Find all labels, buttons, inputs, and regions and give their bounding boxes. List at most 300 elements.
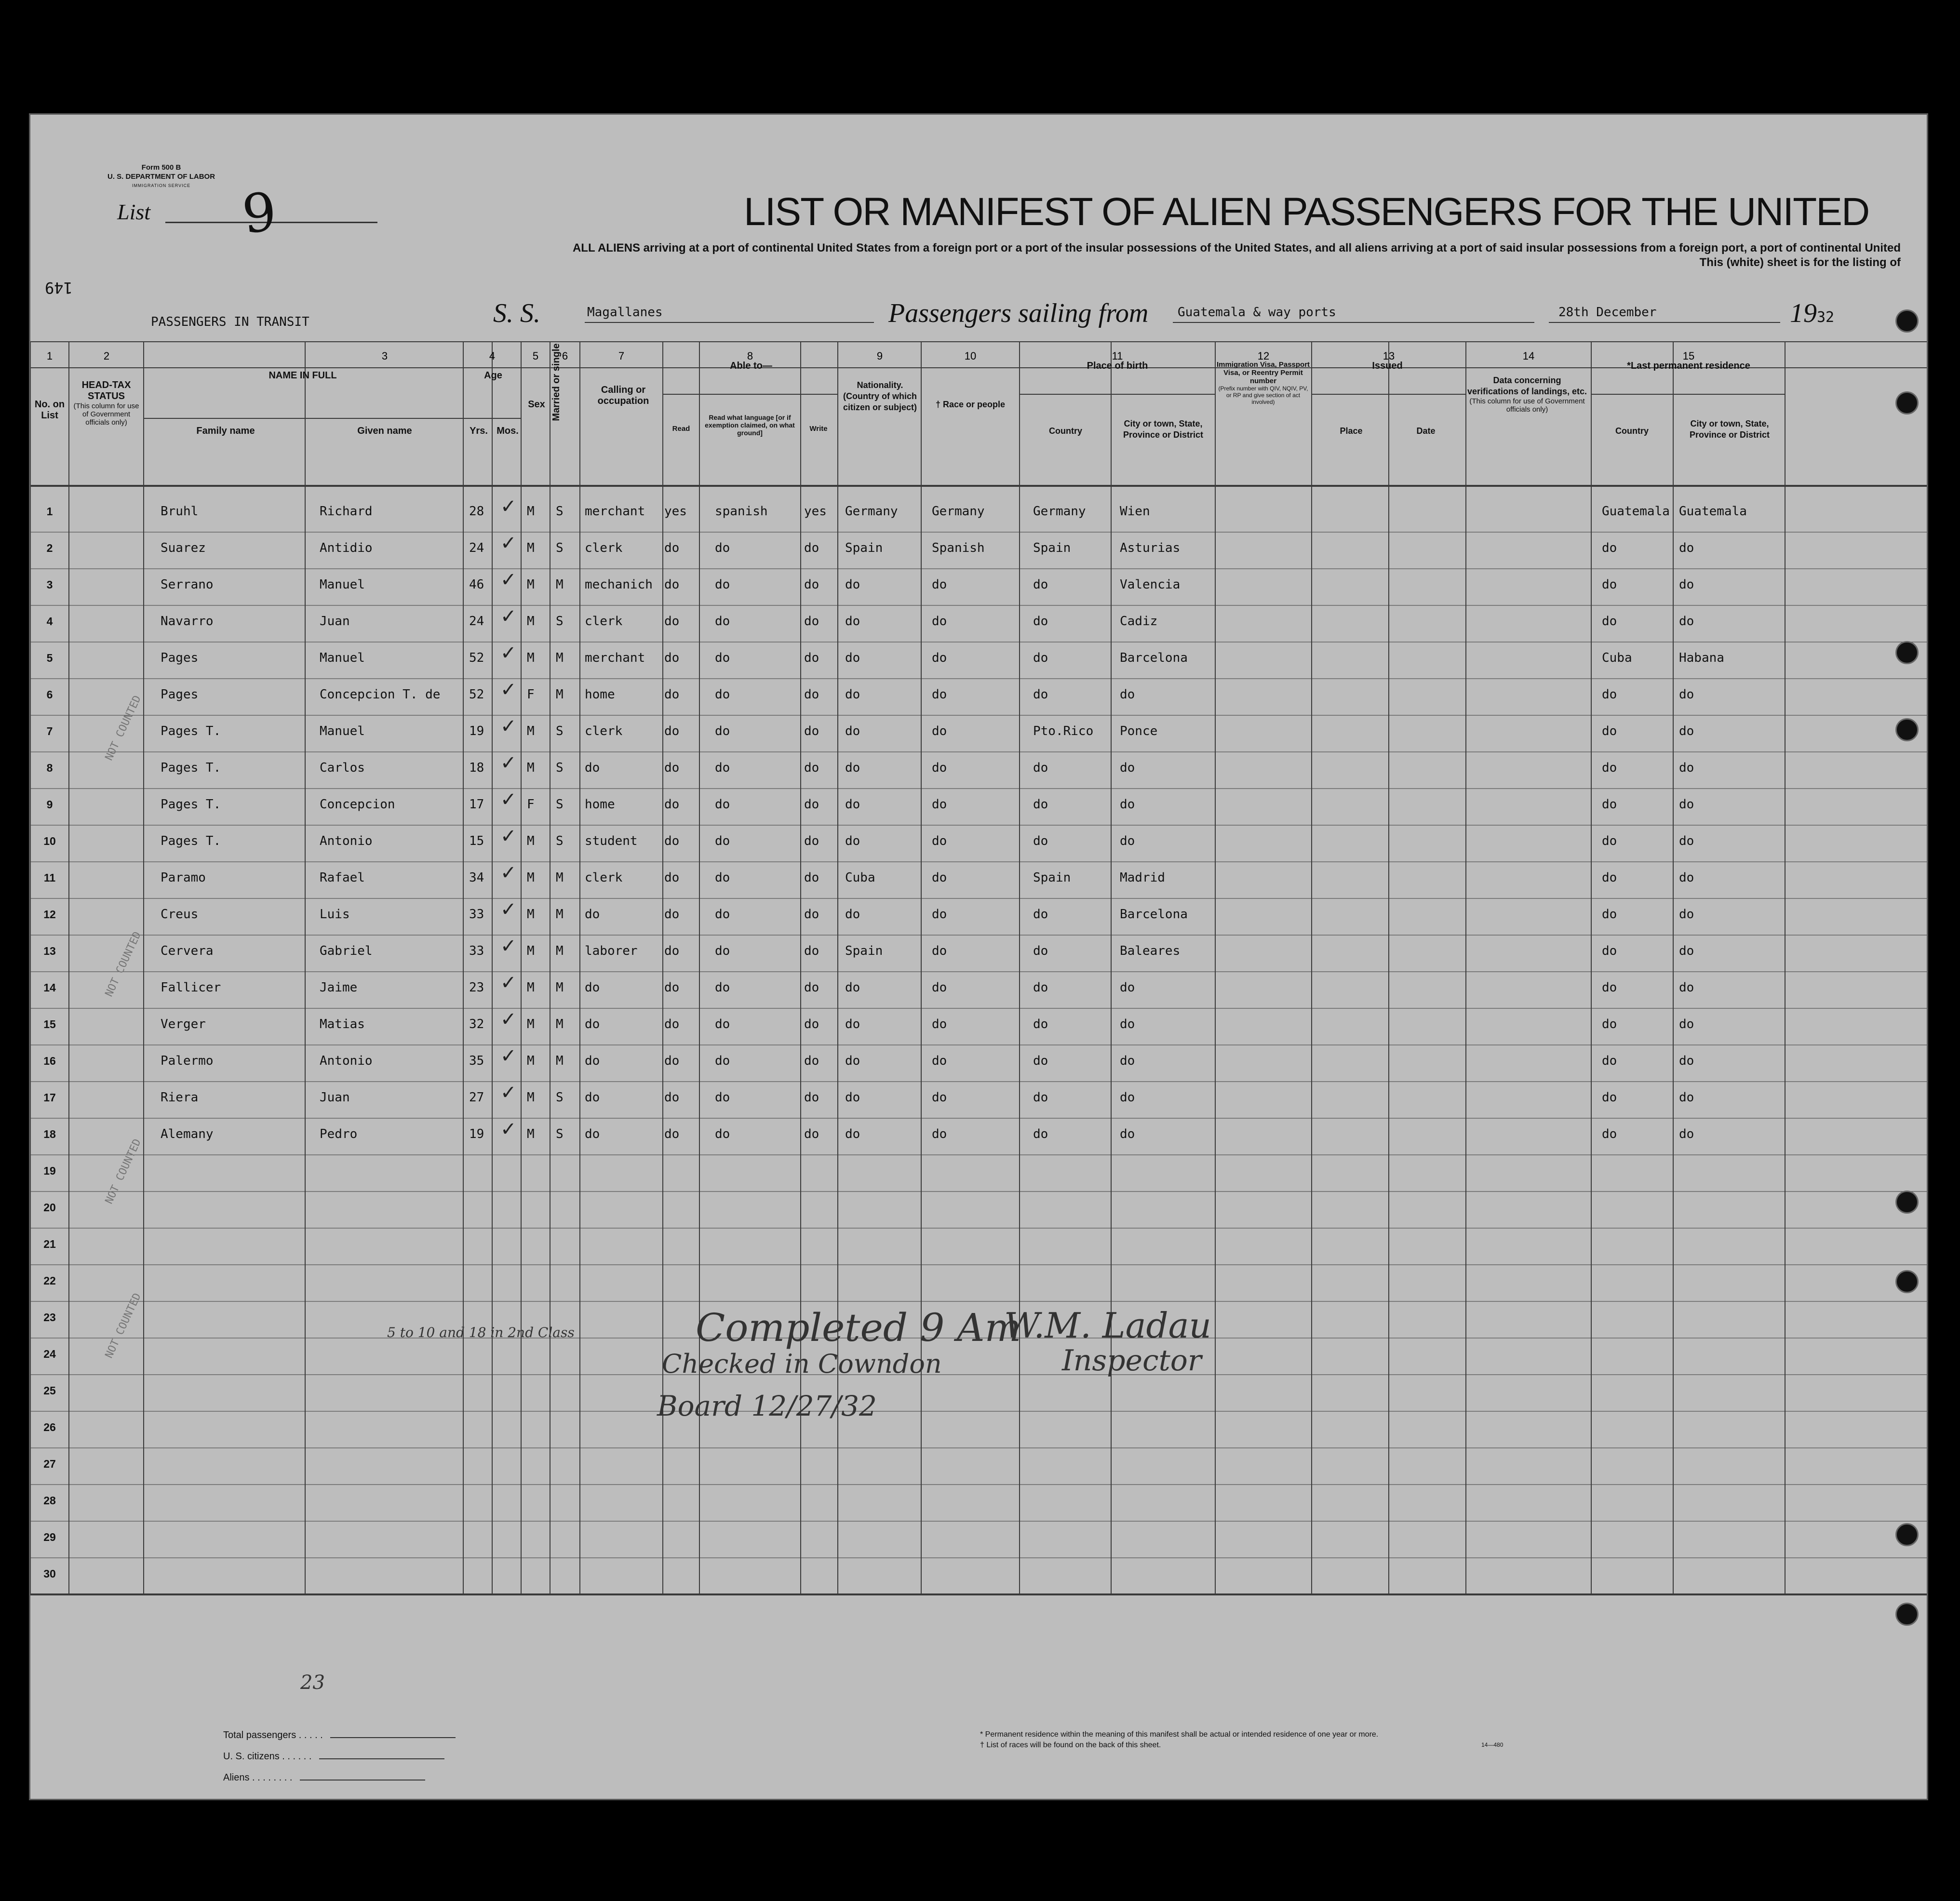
given-name-cell: Concepcion xyxy=(320,797,395,812)
read-cell: do xyxy=(664,724,680,738)
family-name-cell: Riera xyxy=(161,1090,199,1105)
transit-note: PASSENGERS IN TRANSIT xyxy=(151,315,309,329)
marital-status-cell: M xyxy=(556,577,564,592)
row-number: 28 xyxy=(43,1494,56,1507)
family-name-cell: Pages T. xyxy=(161,724,221,738)
birth-country-cell: Pto.Rico xyxy=(1033,724,1094,738)
read-cell: do xyxy=(664,870,680,885)
sailing-year xyxy=(1790,298,1834,329)
date-underline xyxy=(1549,322,1780,323)
header-landings-note: (This column for use of Government officials only) xyxy=(1469,397,1585,414)
race-cell: do xyxy=(932,651,947,665)
family-name-cell: Creus xyxy=(161,907,199,922)
marital-status-cell: S xyxy=(556,614,564,629)
check-mark-icon: ✓ xyxy=(500,569,517,591)
not-counted-stamp: NOT COUNTED xyxy=(103,1137,144,1206)
ss-label: S. S. xyxy=(493,298,540,328)
header-visa xyxy=(1216,361,1310,405)
row-number: 24 xyxy=(43,1348,56,1360)
nationality-cell: do xyxy=(845,687,860,702)
family-name-cell: Palermo xyxy=(161,1054,214,1068)
check-mark-icon: ✓ xyxy=(500,1008,517,1031)
birth-country-cell: do xyxy=(1033,614,1048,629)
given-name-cell: Concepcion T. de xyxy=(320,687,441,702)
write-cell: do xyxy=(804,1127,819,1141)
occupation-cell: student xyxy=(585,834,638,848)
check-mark-icon: ✓ xyxy=(500,679,517,701)
birth-country-cell: Spain xyxy=(1033,541,1071,555)
family-name-cell: Pages xyxy=(161,687,199,702)
column-number: 12 xyxy=(1257,350,1270,362)
column-number: 9 xyxy=(876,350,883,362)
marital-status-cell: S xyxy=(556,504,564,519)
residence-country-cell: do xyxy=(1602,797,1617,812)
header-residence: *Last permanent residence xyxy=(1627,361,1750,371)
handwritten-signature: W.M. Ladau xyxy=(1004,1305,1211,1346)
write-cell: do xyxy=(804,907,819,922)
family-name-cell: Suarez xyxy=(161,541,206,555)
race-cell: do xyxy=(932,980,947,995)
age-cell: 52 xyxy=(469,651,484,665)
margin-number: 149 xyxy=(45,279,73,297)
race-cell: do xyxy=(932,614,947,629)
residence-city-cell: do xyxy=(1679,980,1694,995)
birth-city-cell: do xyxy=(1120,834,1135,848)
manifest-sheet xyxy=(29,113,1928,1800)
row-number: 4 xyxy=(46,615,53,628)
age-cell: 35 xyxy=(469,1054,484,1068)
nationality-cell: Spain xyxy=(845,944,883,958)
birth-city-cell: Wien xyxy=(1120,504,1150,519)
occupation-cell: merchant xyxy=(585,504,645,519)
occupation-cell: do xyxy=(585,1017,600,1031)
year-suffix: 32 xyxy=(1817,309,1835,326)
race-cell: do xyxy=(932,1054,947,1068)
family-name-cell: Serrano xyxy=(161,577,214,592)
write-cell: do xyxy=(804,761,819,775)
race-cell: do xyxy=(932,797,947,812)
list-label: List xyxy=(117,200,151,224)
nationality-cell: do xyxy=(845,1017,860,1031)
footnotes xyxy=(980,1729,1378,1751)
read-cell: do xyxy=(664,541,680,555)
total-passengers-line: Total passengers . . . . . xyxy=(223,1725,456,1746)
residence-country-cell: do xyxy=(1602,907,1617,922)
age-cell: 17 xyxy=(469,797,484,812)
sailing-date: 28th December xyxy=(1558,305,1657,320)
age-cell: 27 xyxy=(469,1090,484,1105)
sex-cell: M xyxy=(527,944,535,958)
port-underline xyxy=(1173,322,1534,323)
age-cell: 33 xyxy=(469,907,484,922)
birth-city-cell: Cadiz xyxy=(1120,614,1158,629)
race-cell: do xyxy=(932,944,947,958)
not-counted-stamp: NOT COUNTED xyxy=(103,1291,144,1360)
age-cell: 28 xyxy=(469,504,484,519)
birth-city-cell: do xyxy=(1120,1017,1135,1031)
birth-country-cell: do xyxy=(1033,761,1048,775)
family-name-cell: Navarro xyxy=(161,614,214,629)
write-cell: do xyxy=(804,870,819,885)
write-cell: do xyxy=(804,687,819,702)
age-cell: 15 xyxy=(469,834,484,848)
sex-cell: M xyxy=(527,1017,535,1031)
check-mark-icon: ✓ xyxy=(500,752,517,774)
residence-country-cell: do xyxy=(1602,870,1617,885)
aliens-label: Aliens xyxy=(223,1772,250,1783)
write-cell: do xyxy=(804,541,819,555)
column-number: 5 xyxy=(532,350,539,362)
row-number: 22 xyxy=(43,1274,56,1287)
sex-cell: F xyxy=(527,687,535,702)
race-cell: do xyxy=(932,1090,947,1105)
sex-cell: F xyxy=(527,797,535,812)
totals-section xyxy=(223,1725,456,1788)
write-cell: do xyxy=(804,797,819,812)
marital-status-cell: S xyxy=(556,761,564,775)
birth-country-cell: do xyxy=(1033,577,1048,592)
header-head-tax-title: HEAD-TAX STATUS xyxy=(81,380,131,402)
row-number: 15 xyxy=(43,1018,56,1031)
header-name-in-full: NAME IN FULL xyxy=(268,370,337,381)
nationality-cell: do xyxy=(845,1090,860,1105)
write-cell: do xyxy=(804,724,819,738)
nationality-cell: do xyxy=(845,651,860,665)
occupation-cell: do xyxy=(585,1127,600,1141)
header-married: Married or single xyxy=(551,343,562,421)
birth-country-cell: do xyxy=(1033,1090,1048,1105)
birth-country-cell: do xyxy=(1033,1127,1048,1141)
write-cell: do xyxy=(804,1054,819,1068)
handwritten-completed: Completed 9 Am xyxy=(696,1305,1021,1350)
check-mark-icon: ✓ xyxy=(500,1045,517,1067)
residence-city-cell: do xyxy=(1679,541,1694,555)
occupation-cell: do xyxy=(585,1090,600,1105)
row-number: 14 xyxy=(43,981,56,994)
occupation-cell: laborer xyxy=(585,944,638,958)
header-visa-note: (Prefix number with QIV, NQIV, PV, or RP and give section of act involved) xyxy=(1218,385,1308,405)
birth-city-cell: Asturias xyxy=(1120,541,1181,555)
read-cell: do xyxy=(664,761,680,775)
read-cell: do xyxy=(664,687,680,702)
header-issued-date: Date xyxy=(1416,426,1436,436)
read-cell: do xyxy=(664,651,680,665)
row-number: 10 xyxy=(43,835,56,847)
read-cell: do xyxy=(664,907,680,922)
residence-city-cell: do xyxy=(1679,797,1694,812)
column-number: 14 xyxy=(1522,350,1535,362)
residence-city-cell: do xyxy=(1679,614,1694,629)
marital-status-cell: M xyxy=(556,944,564,958)
birth-city-cell: do xyxy=(1120,687,1135,702)
birth-city-cell: Ponce xyxy=(1120,724,1158,738)
binder-hole xyxy=(1895,391,1919,415)
birth-country-cell: do xyxy=(1033,907,1048,922)
row-number: 30 xyxy=(43,1567,56,1580)
marital-status-cell: M xyxy=(556,870,564,885)
write-cell: do xyxy=(804,980,819,995)
binder-hole xyxy=(1895,718,1919,741)
occupation-cell: clerk xyxy=(585,614,623,629)
marital-status-cell: M xyxy=(556,651,564,665)
nationality-cell: do xyxy=(845,980,860,995)
nationality-cell: do xyxy=(845,724,860,738)
language-cell: do xyxy=(715,907,730,922)
header-landings-title: Data concerning verifications of landings, etc. xyxy=(1467,375,1587,396)
header-nationality: Nationality. (Country of which citizen or subject) xyxy=(843,380,917,412)
birth-country-cell: do xyxy=(1033,980,1048,995)
birth-city-cell: do xyxy=(1120,761,1135,775)
residence-country-cell: do xyxy=(1602,1054,1617,1068)
check-mark-icon: ✓ xyxy=(500,642,517,664)
residence-city-cell: do xyxy=(1679,907,1694,922)
column-number: 2 xyxy=(103,350,110,362)
residence-country-cell: do xyxy=(1602,834,1617,848)
row-number: 6 xyxy=(46,688,53,701)
column-number: 15 xyxy=(1682,350,1695,362)
read-cell: do xyxy=(664,980,680,995)
header-res-city: City or town, State, Province or District xyxy=(1689,419,1770,440)
family-name-cell: Pages T. xyxy=(161,761,221,775)
marital-status-cell: M xyxy=(556,980,564,995)
sailing-label: Passengers sailing from xyxy=(888,298,1149,328)
footnote-residence: * Permanent residence within the meaning of this manifest shall be actual or intended residence of one year or more. xyxy=(980,1730,1379,1739)
nationality-cell: do xyxy=(845,834,860,848)
race-cell: do xyxy=(932,1127,947,1141)
residence-country-cell: do xyxy=(1602,944,1617,958)
column-number: 11 xyxy=(1112,350,1123,362)
language-cell: do xyxy=(715,1054,730,1068)
read-cell: do xyxy=(664,1017,680,1031)
given-name-cell: Juan xyxy=(320,1090,350,1105)
language-cell: spanish xyxy=(715,504,768,519)
residence-city-cell: do xyxy=(1679,724,1694,738)
language-cell: do xyxy=(715,1017,730,1031)
binder-hole xyxy=(1895,1191,1919,1214)
check-mark-icon: ✓ xyxy=(500,1082,517,1104)
row-number: 7 xyxy=(46,725,53,737)
nationality-cell: do xyxy=(845,577,860,592)
residence-city-cell: do xyxy=(1679,834,1694,848)
birth-city-cell: Madrid xyxy=(1120,870,1165,885)
row-number: 5 xyxy=(46,652,53,664)
residence-country-cell: do xyxy=(1602,687,1617,702)
header-age-yrs: Yrs. xyxy=(470,426,488,436)
birth-country-cell: do xyxy=(1033,1054,1048,1068)
row-number: 18 xyxy=(43,1128,56,1140)
read-cell: do xyxy=(664,1054,680,1068)
row-number: 9 xyxy=(46,798,53,811)
marital-status-cell: S xyxy=(556,724,564,738)
birth-country-cell: do xyxy=(1033,1017,1048,1031)
marital-status-cell: S xyxy=(556,1127,564,1141)
ship-name: Magallanes xyxy=(587,305,663,320)
not-counted-stamp: NOT COUNTED xyxy=(103,930,144,999)
sex-cell: M xyxy=(527,541,535,555)
residence-city-cell: do xyxy=(1679,577,1694,592)
residence-country-cell: do xyxy=(1602,541,1617,555)
instructions-text xyxy=(416,241,1901,270)
sex-cell: M xyxy=(527,870,535,885)
age-cell: 19 xyxy=(469,724,484,738)
us-citizens-label: U. S. citizens xyxy=(223,1751,280,1762)
occupation-cell: home xyxy=(585,797,615,812)
list-number: 9 xyxy=(239,180,280,246)
residence-city-cell: Habana xyxy=(1679,651,1724,665)
sex-cell: M xyxy=(527,614,535,629)
race-cell: do xyxy=(932,907,947,922)
total-passengers-field xyxy=(330,1737,456,1738)
marital-status-cell: M xyxy=(556,1017,564,1031)
nationality-cell: do xyxy=(845,614,860,629)
port-of-departure: Guatemala & way ports xyxy=(1178,305,1336,320)
given-name-cell: Richard xyxy=(320,504,373,519)
residence-country-cell: do xyxy=(1602,1127,1617,1141)
language-cell: do xyxy=(715,1090,730,1105)
occupation-cell: mechanich xyxy=(585,577,653,592)
marital-status-cell: S xyxy=(556,541,564,555)
read-cell: do xyxy=(664,1127,680,1141)
check-mark-icon: ✓ xyxy=(500,862,517,884)
binder-hole xyxy=(1895,1270,1919,1293)
given-name-cell: Manuel xyxy=(320,651,365,665)
marital-status-cell: S xyxy=(556,1090,564,1105)
given-name-cell: Matias xyxy=(320,1017,365,1031)
check-mark-icon: ✓ xyxy=(500,825,517,847)
residence-city-cell: do xyxy=(1679,1054,1694,1068)
write-cell: do xyxy=(804,1090,819,1105)
write-cell: yes xyxy=(804,504,827,519)
age-cell: 32 xyxy=(469,1017,484,1031)
nationality-cell: Cuba xyxy=(845,870,875,885)
read-cell: do xyxy=(664,944,680,958)
given-name-cell: Manuel xyxy=(320,577,365,592)
birth-city-cell: Barcelona xyxy=(1120,651,1188,665)
header-family-name: Family name xyxy=(196,426,255,436)
sex-cell: M xyxy=(527,907,535,922)
birth-country-cell: do xyxy=(1033,687,1048,702)
age-cell: 33 xyxy=(469,944,484,958)
manifest-table xyxy=(30,341,1928,1700)
sex-cell: M xyxy=(527,834,535,848)
row-number: 20 xyxy=(43,1201,56,1214)
read-cell: do xyxy=(664,797,680,812)
birth-city-cell: do xyxy=(1120,1127,1135,1141)
occupation-cell: clerk xyxy=(585,541,623,555)
header-landings xyxy=(1467,375,1587,414)
race-cell: Germany xyxy=(932,504,985,519)
column-number: 8 xyxy=(747,350,753,362)
column-number: 6 xyxy=(562,350,568,362)
sex-cell: M xyxy=(527,1090,535,1105)
language-cell: do xyxy=(715,541,730,555)
birth-country-cell: do xyxy=(1033,797,1048,812)
column-number: 1 xyxy=(46,350,53,362)
write-cell: do xyxy=(804,834,819,848)
language-cell: do xyxy=(715,1127,730,1141)
residence-city-cell: do xyxy=(1679,944,1694,958)
us-citizens-field xyxy=(319,1758,444,1759)
residence-city-cell: do xyxy=(1679,1127,1694,1141)
check-mark-icon: ✓ xyxy=(500,715,517,737)
language-cell: do xyxy=(715,797,730,812)
marital-status-cell: M xyxy=(556,1054,564,1068)
header-issued-place: Place xyxy=(1340,426,1363,436)
header-visa-title: Immigration Visa, Passport Visa, or Reentry Permit number xyxy=(1216,361,1310,385)
family-name-cell: Paramo xyxy=(161,870,206,885)
page-title: LIST OR MANIFEST OF ALIEN PASSENGERS FOR THE UNITED xyxy=(744,190,1869,234)
marital-status-cell: M xyxy=(556,907,564,922)
row-number: 19 xyxy=(43,1165,56,1177)
nationality-cell: do xyxy=(845,797,860,812)
age-cell: 34 xyxy=(469,870,484,885)
occupation-cell: clerk xyxy=(585,870,623,885)
sex-cell: M xyxy=(527,504,535,519)
birth-city-cell: do xyxy=(1120,1054,1135,1068)
handwritten-inspector: Inspector xyxy=(1062,1344,1202,1378)
race-cell: do xyxy=(932,577,947,592)
binder-hole xyxy=(1895,1603,1919,1626)
header-given-name: Given name xyxy=(357,426,412,436)
age-cell: 24 xyxy=(469,541,484,555)
check-mark-icon: ✓ xyxy=(500,898,517,921)
given-name-cell: Luis xyxy=(320,907,350,922)
residence-city-cell: do xyxy=(1679,1017,1694,1031)
row-number: 8 xyxy=(46,762,53,774)
occupation-cell: home xyxy=(585,687,615,702)
birth-city-cell: do xyxy=(1120,980,1135,995)
aliens-line: Aliens . . . . . . . . xyxy=(223,1767,456,1788)
residence-city-cell: do xyxy=(1679,1090,1694,1105)
header-read: Read xyxy=(672,425,690,433)
footer-code: 14—480 xyxy=(1481,1741,1504,1748)
handwritten-row-note: 23 xyxy=(300,1672,325,1694)
given-name-cell: Rafael xyxy=(320,870,365,885)
occupation-cell: clerk xyxy=(585,724,623,738)
handwritten-class-note: 5 to 10 and 18 in 2nd Class xyxy=(387,1325,575,1340)
handwritten-board-date: Board 12/27/32 xyxy=(657,1390,877,1422)
header-issued: Issued xyxy=(1372,361,1403,371)
read-cell: yes xyxy=(664,504,687,519)
occupation-cell: do xyxy=(585,1054,600,1068)
occupation-cell: do xyxy=(585,907,600,922)
residence-country-cell: Cuba xyxy=(1602,651,1632,665)
header-res-country: Country xyxy=(1615,426,1649,436)
occupation-cell: merchant xyxy=(585,651,645,665)
sex-cell: M xyxy=(527,724,535,738)
binder-hole xyxy=(1895,309,1919,333)
binder-hole xyxy=(1895,641,1919,664)
read-cell: do xyxy=(664,577,680,592)
family-name-cell: Cervera xyxy=(161,944,214,958)
row-number: 12 xyxy=(43,908,56,921)
not-counted-stamp: NOT COUNTED xyxy=(103,694,144,763)
birth-city-cell: do xyxy=(1120,797,1135,812)
write-cell: do xyxy=(804,614,819,629)
family-name-cell: Verger xyxy=(161,1017,206,1031)
age-cell: 18 xyxy=(469,761,484,775)
column-number: 10 xyxy=(964,350,977,362)
given-name-cell: Jaime xyxy=(320,980,358,995)
handwritten-checked: Checked in Cowndon xyxy=(662,1349,942,1379)
year-prefix: 19 xyxy=(1790,298,1817,328)
sex-cell: M xyxy=(527,577,535,592)
given-name-cell: Gabriel xyxy=(320,944,373,958)
header-birth-country: Country xyxy=(1049,426,1082,436)
given-name-cell: Juan xyxy=(320,614,350,629)
sex-cell: M xyxy=(527,1054,535,1068)
birth-city-cell: Valencia xyxy=(1120,577,1181,592)
